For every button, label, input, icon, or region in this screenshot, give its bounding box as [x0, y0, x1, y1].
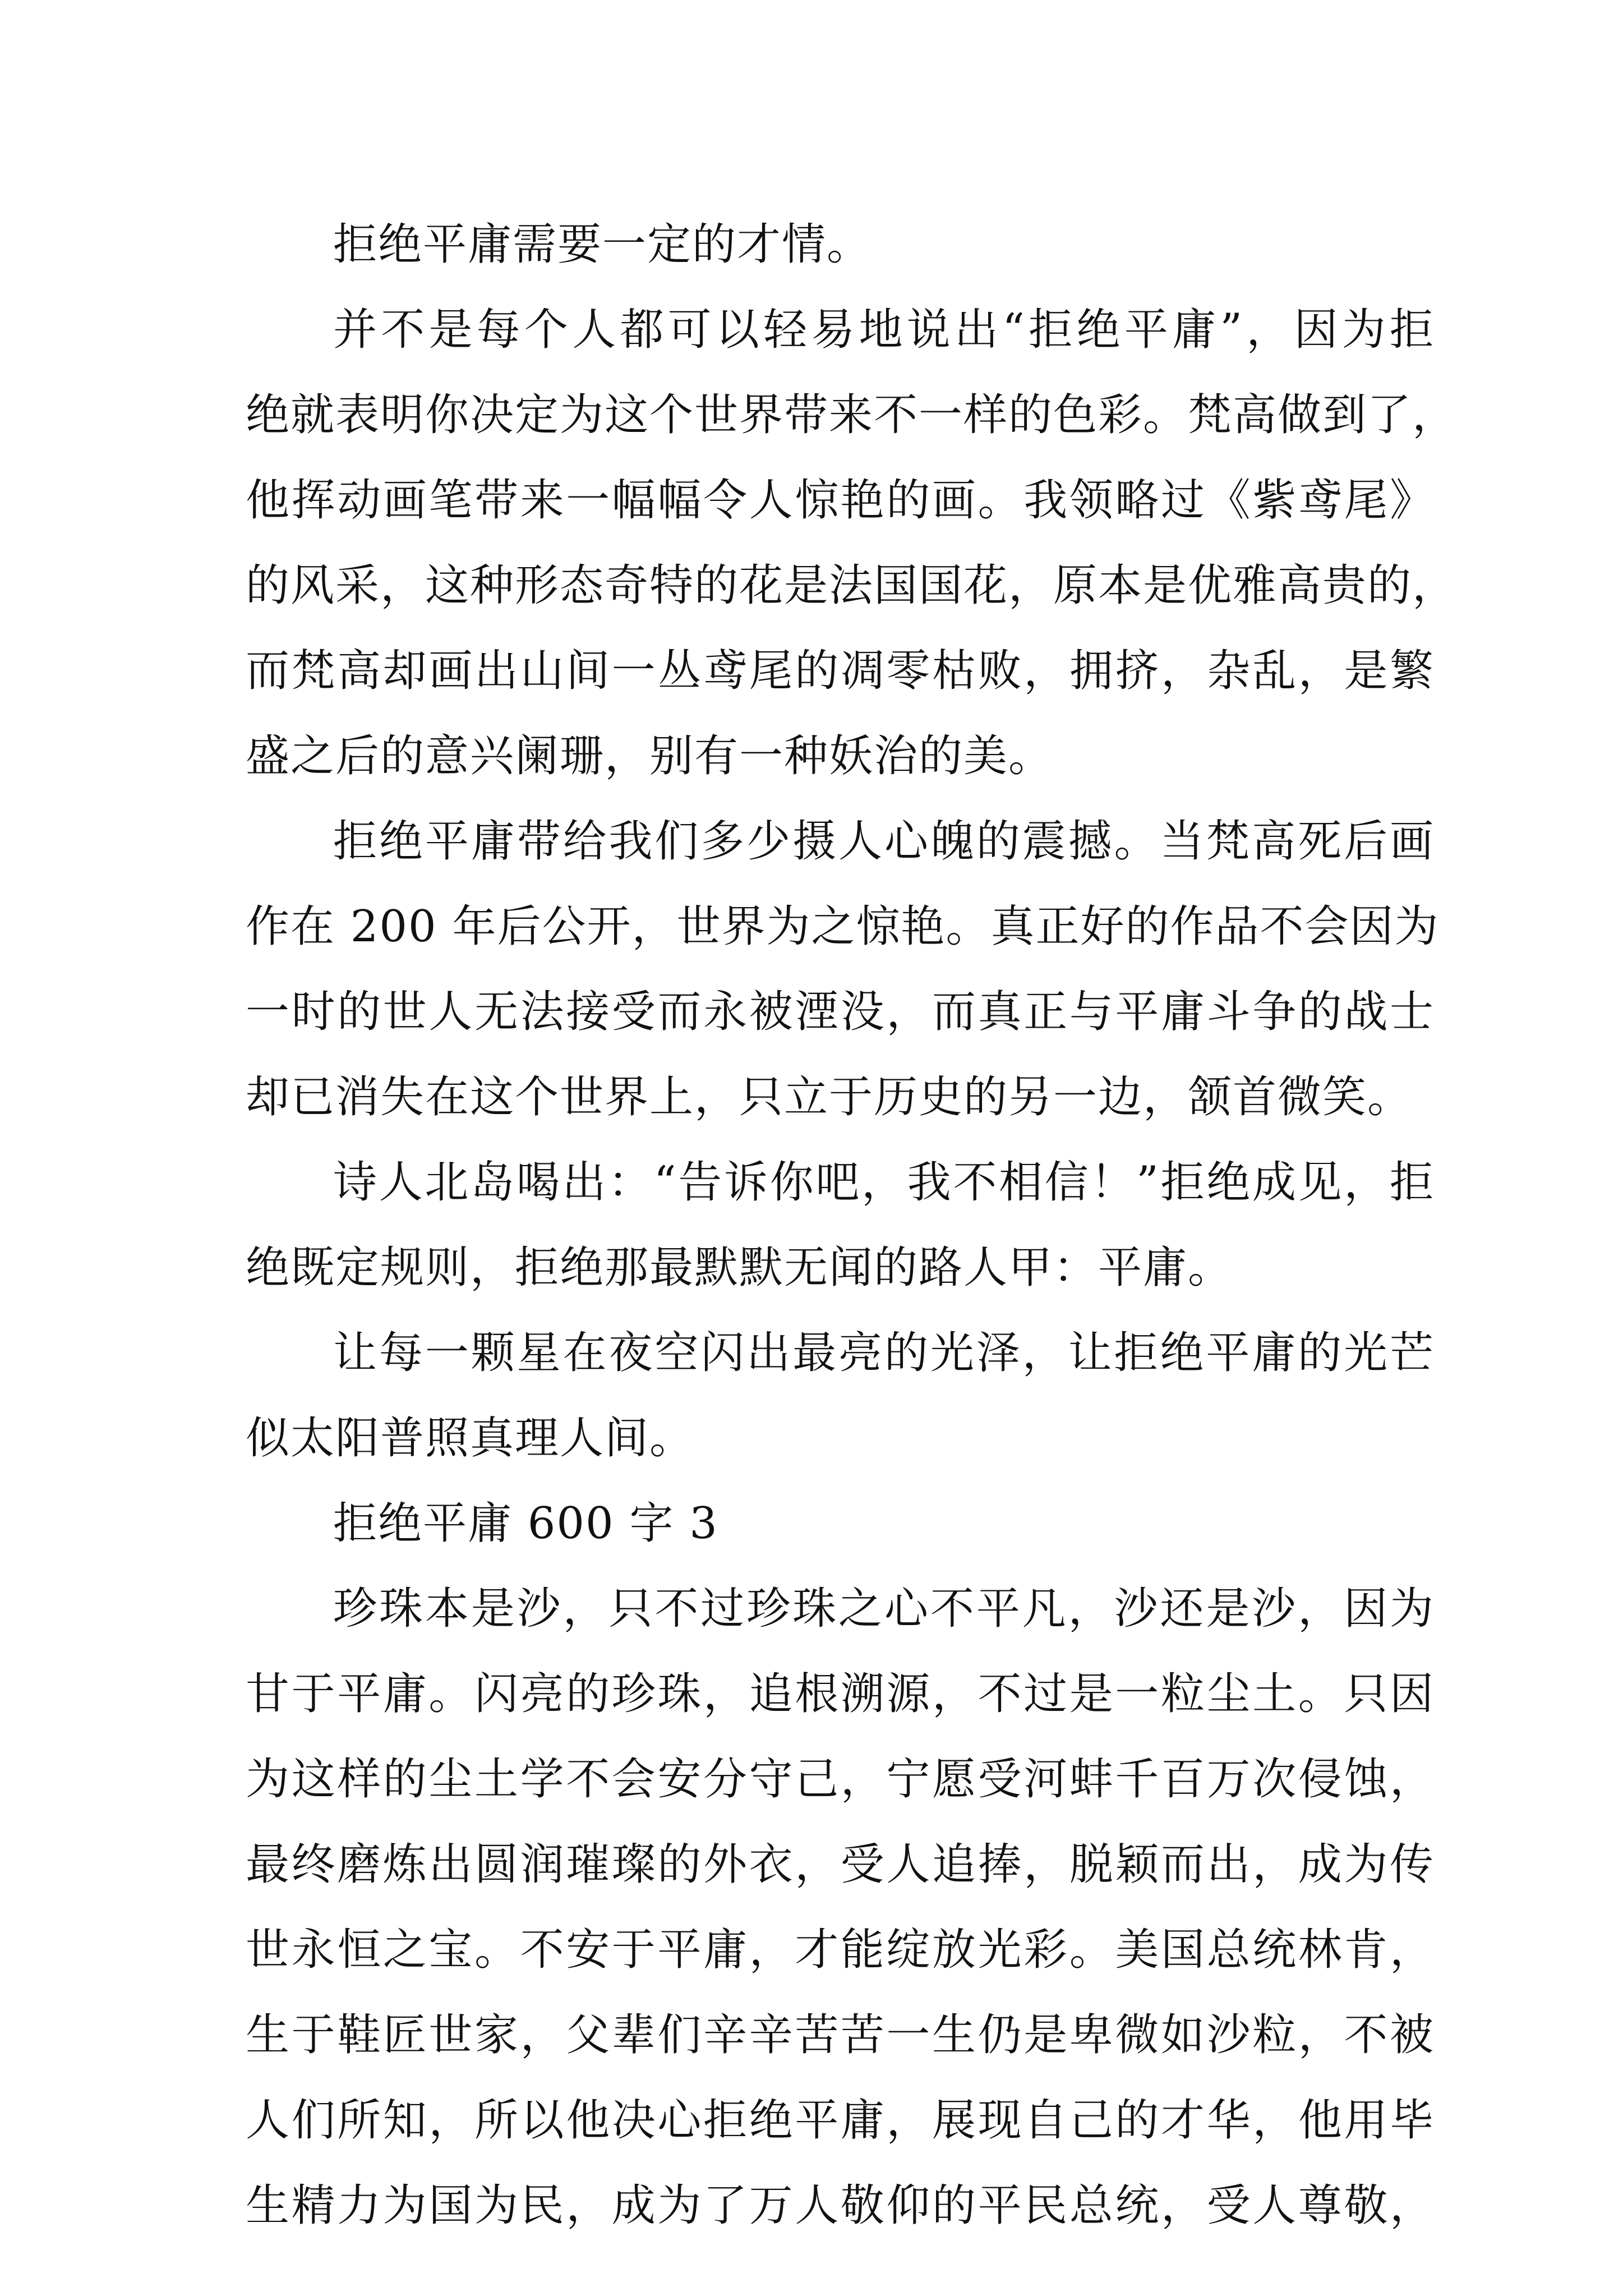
paragraph-line: 生于鞋匠世家，父辈们辛辛苦苦一生仍是卑微如沙粒，不被	[246, 2010, 1435, 2060]
paragraph-line: 人们所知，所以他决心拒绝平庸，展现自己的才华，他用毕	[246, 2095, 1435, 2146]
paragraph-line: 拒绝平庸带给我们多少摄人心魄的震撼。当梵高死后画	[333, 816, 1435, 867]
paragraph-line: 的风采，这种形态奇特的花是法国国花，原本是优雅高贵的，	[246, 560, 1458, 611]
paragraph-line: 最终磨炼出圆润璀璨的外衣，受人追捧，脱颖而出，成为传	[246, 1839, 1435, 1890]
section-heading: 拒绝平庸 600 字 3	[333, 1498, 718, 1549]
paragraph-line: 让每一颗星在夜空闪出最亮的光泽，让拒绝平庸的光芒	[333, 1328, 1435, 1378]
paragraph-line: 绝就表明你决定为这个世界带来不一样的色彩。梵高做到了，	[246, 390, 1458, 440]
paragraph-line: 盛之后的意兴阑珊，别有一种妖治的美。	[246, 731, 1054, 781]
paragraph-line: 甘于平庸。闪亮的珍珠，追根溯源，不过是一粒尘土。只因	[246, 1669, 1435, 1719]
paragraph-line: 生精力为国为民，成为了万人敬仰的平民总统，受人尊敬，	[246, 2180, 1435, 2231]
paragraph-line: 拒绝平庸需要一定的才情。	[333, 219, 872, 270]
paragraph-line: 他挥动画笔带来一幅幅令人惊艳的画。我领略过《紫鸢尾》	[246, 475, 1435, 526]
paragraph-line: 一时的世人无法接受而永被湮没，而真正与平庸斗争的战士	[246, 987, 1435, 1037]
paragraph-line: 并不是每个人都可以轻易地说出“拒绝平庸”，因为拒	[333, 305, 1435, 355]
paragraph-line: 世永恒之宝。不安于平庸，才能绽放光彩。美国总统林肯，	[246, 1925, 1435, 1975]
paragraph-line: 为这样的尘土学不会安分守己，宁愿受河蚌千百万次侵蚀，	[246, 1754, 1435, 1805]
paragraph-line: 绝既定规则，拒绝那最默默无闻的路人甲：平庸。	[246, 1243, 1233, 1293]
paragraph-line: 作在 200 年后公开，世界为之惊艳。真正好的作品不会因为	[246, 901, 1440, 952]
paragraph-line: 却已消失在这个世界上，只立于历史的另一边，颔首微笑。	[246, 1072, 1413, 1122]
paragraph-line: 珍珠本是沙，只不过珍珠之心不平凡，沙还是沙，因为	[333, 1584, 1435, 1634]
paragraph-line: 诗人北岛喝出：“告诉你吧，我不相信！”拒绝成见，拒	[333, 1157, 1435, 1208]
paragraph-line: 似太阳普照真理人间。	[246, 1413, 695, 1464]
paragraph-line: 而梵高却画出山间一丛鸢尾的凋零枯败，拥挤，杂乱，是繁	[246, 646, 1435, 696]
essay-body	[246, 202, 1458, 2248]
